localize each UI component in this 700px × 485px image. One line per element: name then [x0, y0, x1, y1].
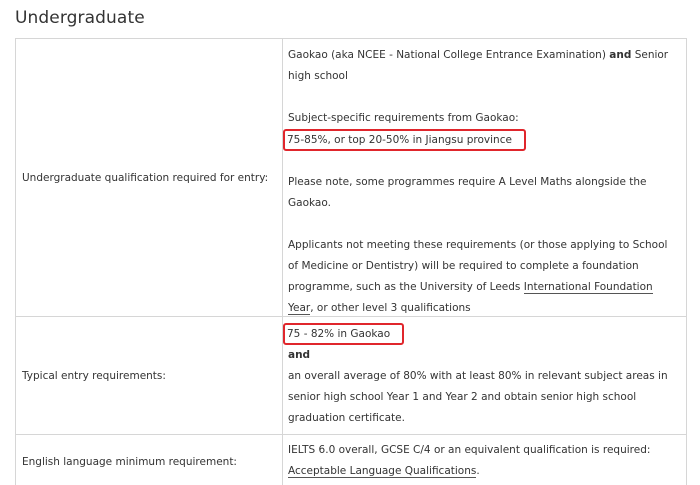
acceptable-language-qualifications-link[interactable]: Acceptable Language Qualifications	[288, 465, 477, 477]
row-value	[283, 317, 686, 434]
row-label	[16, 317, 283, 434]
row-value	[283, 435, 686, 485]
row-label-text: Undergraduate qualification required for entry:	[22, 171, 269, 184]
row-label-text: English language minimum requirement:	[22, 456, 237, 468]
requirements-table	[15, 38, 687, 485]
foundation-paragraph	[288, 235, 680, 319]
applicants-text: Applicants not meeting these requirements (or those applying to School of Medicine or Dentistry) will be required to complete a foundation programme, such as the University of Leeds	[288, 239, 668, 293]
and-label: and	[288, 349, 311, 361]
table-row-typical-entry	[16, 316, 686, 434]
gaokao-requirement-line	[288, 323, 680, 345]
applicants-text-tail: , or other level 3 qualifications	[310, 302, 471, 314]
link-period: .	[476, 465, 480, 477]
international-foundation-year-link[interactable]: International Foundation Year	[288, 281, 653, 314]
table-row-english	[16, 434, 686, 485]
maths-note: Please note, some programmes require A Level Maths alongside the Gaokao.	[288, 176, 647, 209]
gaokao-intro-text: Gaokao (aka NCEE - National College Entrance Examination)	[288, 49, 606, 61]
language-link-line	[288, 461, 680, 482]
english-requirement: IELTS 6.0 overall, GCSE C/4 or an equivalent qualification is required:	[288, 444, 651, 456]
subject-specific-heading: Subject-specific requirements from Gaokao:	[288, 112, 519, 124]
gaokao-and: and	[609, 49, 632, 61]
subject-requirement-line	[288, 129, 680, 151]
row-label-text: Typical entry requirements:	[22, 369, 166, 382]
row-value	[283, 39, 686, 316]
gaokao-intro	[288, 45, 680, 87]
average-requirement: an overall average of 80% with at least 80% in relevant subject areas in senior high school Year 1 and Year 2 and obtain senior high school graduation certificate.	[288, 370, 668, 424]
page-heading: Undergraduate	[15, 8, 145, 28]
gaokao-tail: Senior high school	[288, 49, 669, 82]
row-label	[16, 435, 283, 485]
table-row-qualification	[16, 39, 686, 316]
row-label	[16, 39, 283, 316]
highlighted-subject-requirement: 75-85%, or top 20-50% in Jiangsu province	[283, 129, 526, 151]
highlighted-gaokao-requirement: 75 - 82% in Gaokao	[283, 323, 404, 345]
